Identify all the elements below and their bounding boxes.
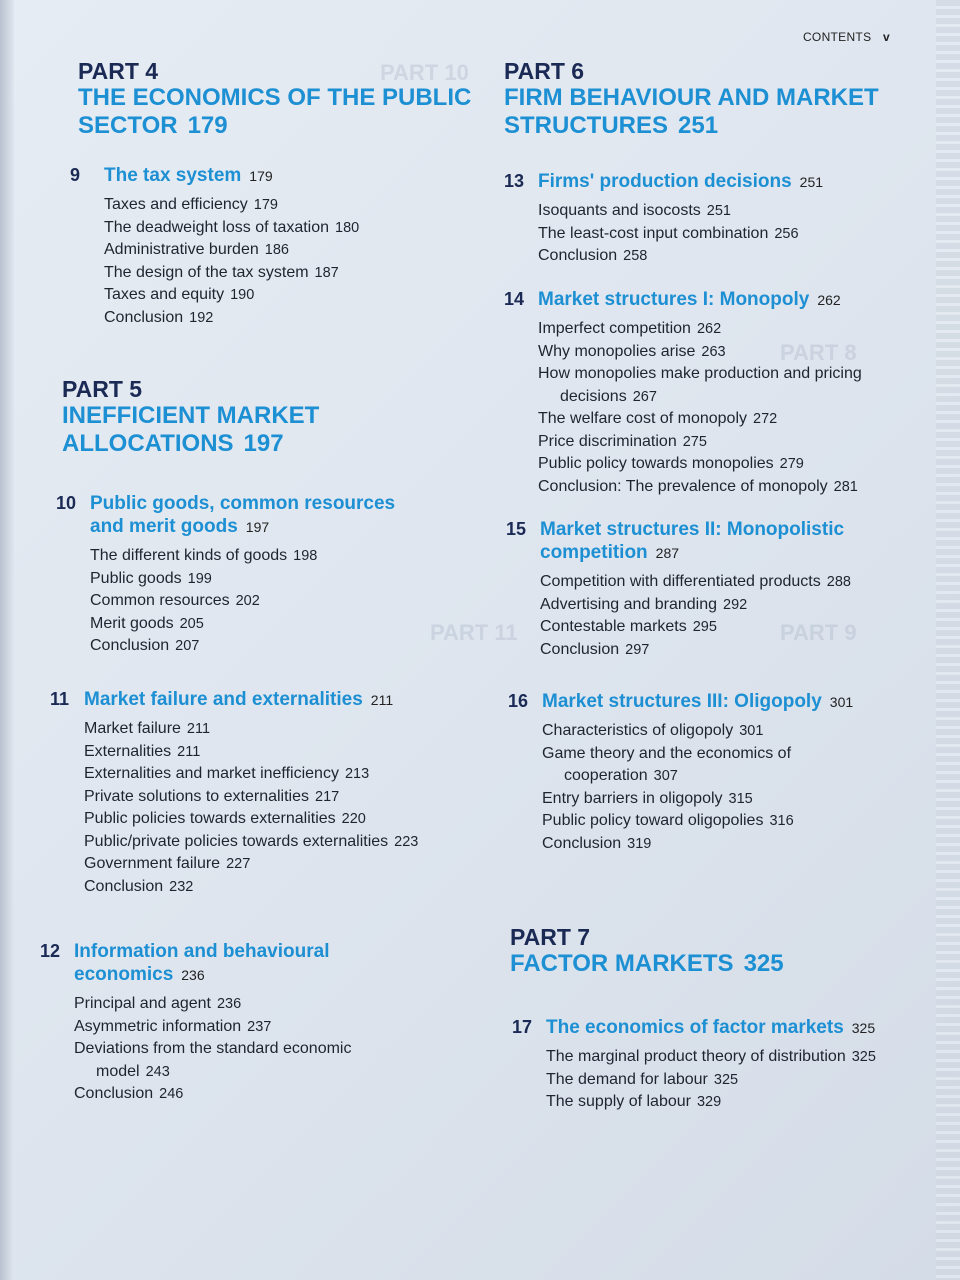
- show-through: PART 9: [780, 620, 857, 645]
- folio: v: [883, 30, 890, 44]
- chapter-entry: [508, 690, 918, 855]
- chapter-page: 325: [851, 1020, 876, 1036]
- chapter-title: Information and behavioural economics 236: [74, 941, 330, 985]
- part-title: [62, 402, 462, 458]
- chapter-number: 11: [50, 689, 70, 709]
- show-through: PART 10: [380, 60, 469, 85]
- show-through: PART 8: [780, 340, 857, 365]
- part-label: PART 6: [504, 58, 585, 84]
- part-title-line: FIRM BEHAVIOUR AND MARKET: [504, 84, 879, 111]
- part-title-line: FACTOR MARKETS: [510, 950, 734, 977]
- chapter-page: 262: [817, 292, 841, 308]
- section-item: Isoquants and isocosts 251: [538, 202, 731, 219]
- chapter-number: 16: [508, 691, 529, 711]
- section-item: The marginal product theory of distribution 325: [546, 1048, 876, 1065]
- chapter-number: 9: [70, 165, 81, 185]
- part-label: PART 4: [78, 58, 159, 84]
- section-item: Principal and agent 236: [74, 995, 242, 1012]
- section-item: Private solutions to externalities 217: [84, 787, 340, 805]
- section-item: Game theory and the economics of cooperation 307: [542, 744, 792, 784]
- section-item: Entry barriers in oligopoly 315: [542, 789, 753, 807]
- section-item: Competition with differentiated products 288: [540, 573, 851, 590]
- part-title: [78, 84, 478, 140]
- section-item: The design of the tax system 187: [104, 263, 339, 281]
- section-item: Merit goods 205: [90, 614, 204, 632]
- chapter-entry: [504, 288, 914, 498]
- chapter-number: 14: [504, 289, 525, 309]
- section-item: Externalities 211: [84, 742, 201, 760]
- section-item: Conclusion 246: [74, 1085, 184, 1102]
- section-list: [74, 993, 420, 1106]
- section-item: Taxes and efficiency 179: [104, 196, 278, 213]
- part-heading: [78, 58, 478, 140]
- section-item: Asymmetric information 237: [74, 1017, 272, 1035]
- chapter-number: 12: [40, 941, 61, 961]
- section-item: The different kinds of goods 198: [90, 547, 318, 564]
- section-item: Public/private policies towards externalities 223: [84, 832, 419, 850]
- chapter-entry: [512, 1016, 932, 1114]
- section-item: The supply of labour 329: [546, 1093, 722, 1110]
- chapter-title: Market structures I: Monopoly 262: [538, 289, 841, 310]
- part-page: 197: [243, 430, 284, 457]
- chapter-title: Market structures III: Oligopoly 301: [542, 691, 854, 712]
- section-item: Characteristics of oligopoly 301: [542, 722, 764, 739]
- section-item: Government failure 227: [84, 855, 251, 872]
- chapter-page: 211: [370, 692, 394, 708]
- part-heading: [510, 924, 910, 978]
- part-title: [510, 950, 910, 978]
- page-binding-shadow: [0, 0, 14, 1280]
- section-item: Taxes and equity 190: [104, 286, 255, 303]
- section-item: Public policies towards externalities 220: [84, 810, 366, 827]
- section-list: [540, 571, 916, 661]
- section-item: Externalities and market inefficiency 213: [84, 765, 370, 782]
- section-item: Advertising and branding 292: [540, 595, 748, 613]
- part-page: 325: [743, 950, 784, 977]
- section-list: [542, 720, 842, 855]
- part-label: PART 5: [62, 376, 143, 402]
- chapter-entry: [504, 170, 914, 268]
- part-page: 179: [187, 112, 228, 139]
- part-title-line: STRUCTURES: [504, 112, 669, 139]
- chapter-entry: [56, 492, 486, 658]
- section-item: Why monopolies arise 263: [538, 342, 726, 360]
- section-item: The welfare cost of monopoly 272: [538, 410, 778, 427]
- section-item: How monopolies make production and pricing decisions 267: [538, 365, 862, 405]
- section-list: [90, 545, 486, 658]
- chapter-page: 197: [245, 519, 270, 535]
- section-item: Conclusion 232: [84, 877, 194, 895]
- section-list: [538, 200, 914, 268]
- section-item: Conclusion: The prevalence of monopoly 281: [538, 477, 858, 495]
- section-item: Imperfect competition 262: [538, 320, 722, 337]
- chapter-entry: [70, 164, 490, 329]
- part-title-line: ALLOCATIONS: [62, 430, 234, 457]
- part-heading: [62, 376, 462, 458]
- running-head: [803, 30, 890, 44]
- chapter-title: The economics of factor markets 325: [546, 1017, 876, 1038]
- part-heading: [504, 58, 924, 140]
- part-page: 251: [678, 112, 719, 139]
- section-item: Price discrimination 275: [538, 432, 707, 450]
- chapter-title: Firms' production decisions 251: [538, 171, 824, 192]
- part-title: [504, 84, 924, 140]
- chapter-title: Market failure and externalities 211: [84, 689, 394, 710]
- running-head-label: CONTENTS: [802, 30, 872, 44]
- chapter-page: 301: [829, 694, 854, 710]
- chapter-page: 179: [249, 168, 273, 184]
- section-list: [546, 1046, 932, 1114]
- part-title-line: INEFFICIENT MARKET: [62, 402, 320, 429]
- section-item: Conclusion 258: [538, 247, 648, 264]
- section-item: Conclusion 319: [542, 834, 652, 852]
- section-item: Deviations from the standard economic model 243: [74, 1040, 352, 1080]
- section-item: The deadweight loss of taxation 180: [104, 218, 360, 236]
- section-item: Public goods 199: [90, 569, 212, 587]
- chapter-page: 251: [799, 174, 824, 190]
- chapter-entry: [50, 688, 490, 898]
- show-through: PART 11: [430, 620, 518, 645]
- chapter-entry: [40, 940, 420, 1106]
- section-item: Conclusion 207: [90, 637, 200, 654]
- section-item: Public policy towards monopolies 279: [538, 455, 804, 472]
- part-label: PART 7: [510, 924, 591, 950]
- section-item: Public policy toward oligopolies 316: [542, 812, 794, 829]
- section-item: Conclusion 192: [104, 308, 214, 326]
- chapter-number: 15: [506, 519, 527, 539]
- section-list: [104, 194, 490, 329]
- chapter-page: 287: [655, 545, 680, 561]
- section-item: The least-cost input combination 256: [538, 224, 799, 242]
- section-item: Market failure 211: [84, 720, 211, 737]
- chapter-number: 10: [56, 493, 77, 513]
- chapter-title: The tax system 179: [104, 165, 273, 186]
- section-list: [538, 318, 914, 498]
- chapter-title: Market structures II: Monopolistic competition 287: [540, 519, 845, 563]
- part-title-line: SECTOR: [78, 112, 178, 139]
- chapter-number: 17: [512, 1017, 533, 1037]
- section-item: Common resources 202: [90, 592, 260, 609]
- section-item: Administrative burden 186: [104, 241, 289, 258]
- chapter-title: Public goods, common resources and merit goods 197: [90, 493, 396, 537]
- page-edge-stack: [936, 0, 960, 1280]
- section-item: Contestable markets 295: [540, 618, 717, 635]
- part-title-line: THE ECONOMICS OF THE PUBLIC: [78, 84, 472, 111]
- section-item: Conclusion 297: [540, 640, 650, 658]
- chapter-number: 13: [504, 171, 525, 191]
- section-item: The demand for labour 325: [546, 1070, 739, 1088]
- chapter-page: 236: [181, 967, 205, 983]
- chapter-entry: [506, 518, 916, 661]
- section-list: [84, 718, 490, 898]
